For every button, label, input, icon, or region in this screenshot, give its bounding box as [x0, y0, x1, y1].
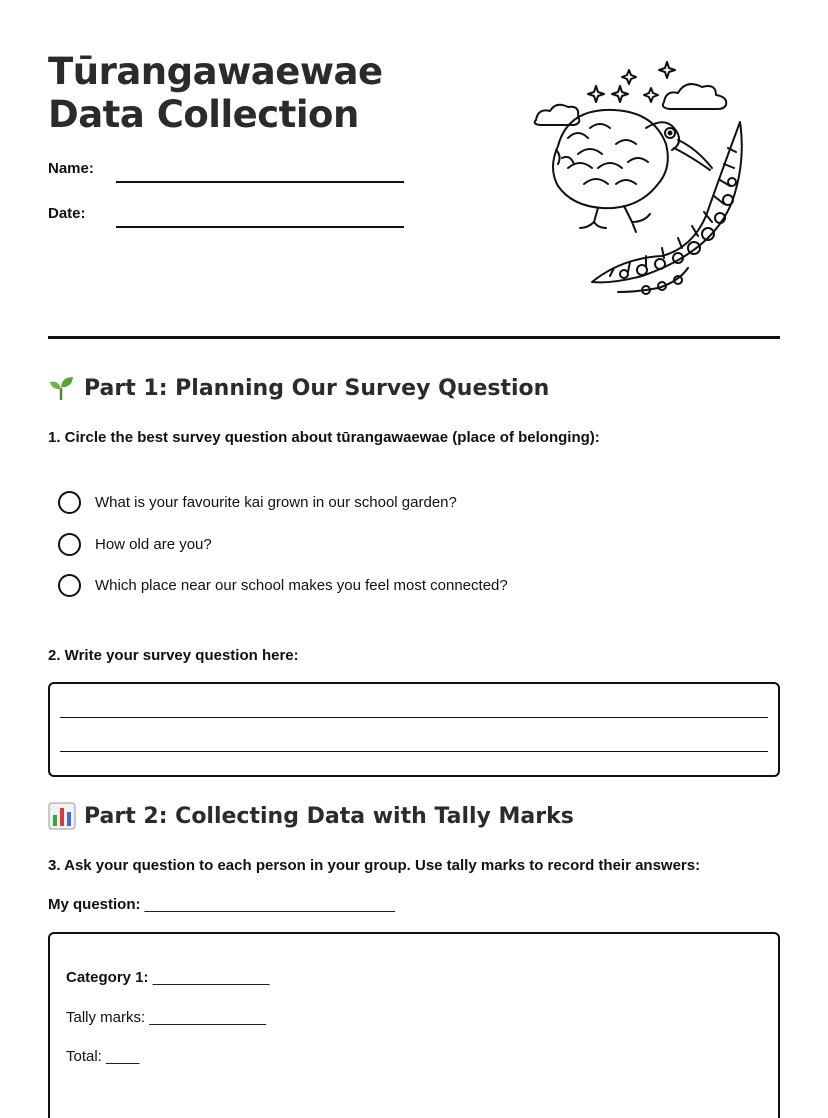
part2-heading: [48, 802, 574, 830]
option-3-label: Which place near our school makes you feel most connected?: [95, 577, 508, 594]
option-2-label: How old are you?: [95, 536, 212, 553]
question-3: 3. Ask your question to each person in your group. Use tally marks to record their answers:: [48, 857, 701, 874]
tally-box: [48, 932, 780, 1118]
option-3-radio[interactable]: [58, 574, 81, 597]
bar-chart-icon: [48, 802, 76, 830]
date-field[interactable]: [116, 226, 404, 228]
date-label: Date:: [48, 205, 86, 222]
question-1: 1. Circle the best survey question about tūrangawaewae (place of belonging):: [48, 429, 600, 446]
option-2[interactable]: [58, 533, 212, 556]
category-label: Category 1:: [66, 969, 149, 986]
seedling-icon: [48, 374, 76, 402]
tally-blank[interactable]: ______________: [149, 1009, 267, 1026]
section-divider: [48, 336, 780, 339]
part2-heading-text: Part 2: Collecting Data with Tally Marks: [84, 803, 574, 829]
page-title: Tūrangawaewae Data Collection: [48, 50, 383, 136]
category-row: [66, 969, 270, 986]
answer-line-2: [60, 751, 768, 752]
survey-question-answer-box[interactable]: [48, 682, 780, 777]
my-question-blank[interactable]: ______________________________: [144, 896, 395, 913]
total-label: Total:: [66, 1048, 102, 1065]
total-row: [66, 1048, 139, 1065]
name-label: Name:: [48, 160, 94, 177]
question-2: 2. Write your survey question here:: [48, 647, 299, 664]
name-field[interactable]: [116, 181, 404, 183]
option-1-label: What is your favourite kai grown in our school garden?: [95, 494, 457, 511]
total-blank[interactable]: ____: [106, 1048, 140, 1065]
answer-line-1: [60, 717, 768, 718]
option-1[interactable]: [58, 491, 457, 514]
part1-heading-text: Part 1: Planning Our Survey Question: [84, 375, 550, 401]
kiwi-illustration-icon: [528, 58, 758, 306]
option-2-radio[interactable]: [58, 533, 81, 556]
option-1-radio[interactable]: [58, 491, 81, 514]
option-3[interactable]: [58, 574, 508, 597]
tally-label: Tally marks:: [66, 1009, 146, 1026]
my-question-label: My question:: [48, 896, 141, 913]
my-question-row: [48, 896, 395, 913]
category-blank[interactable]: ______________: [152, 969, 270, 986]
tally-row: [66, 1009, 266, 1026]
part1-heading: [48, 374, 549, 402]
